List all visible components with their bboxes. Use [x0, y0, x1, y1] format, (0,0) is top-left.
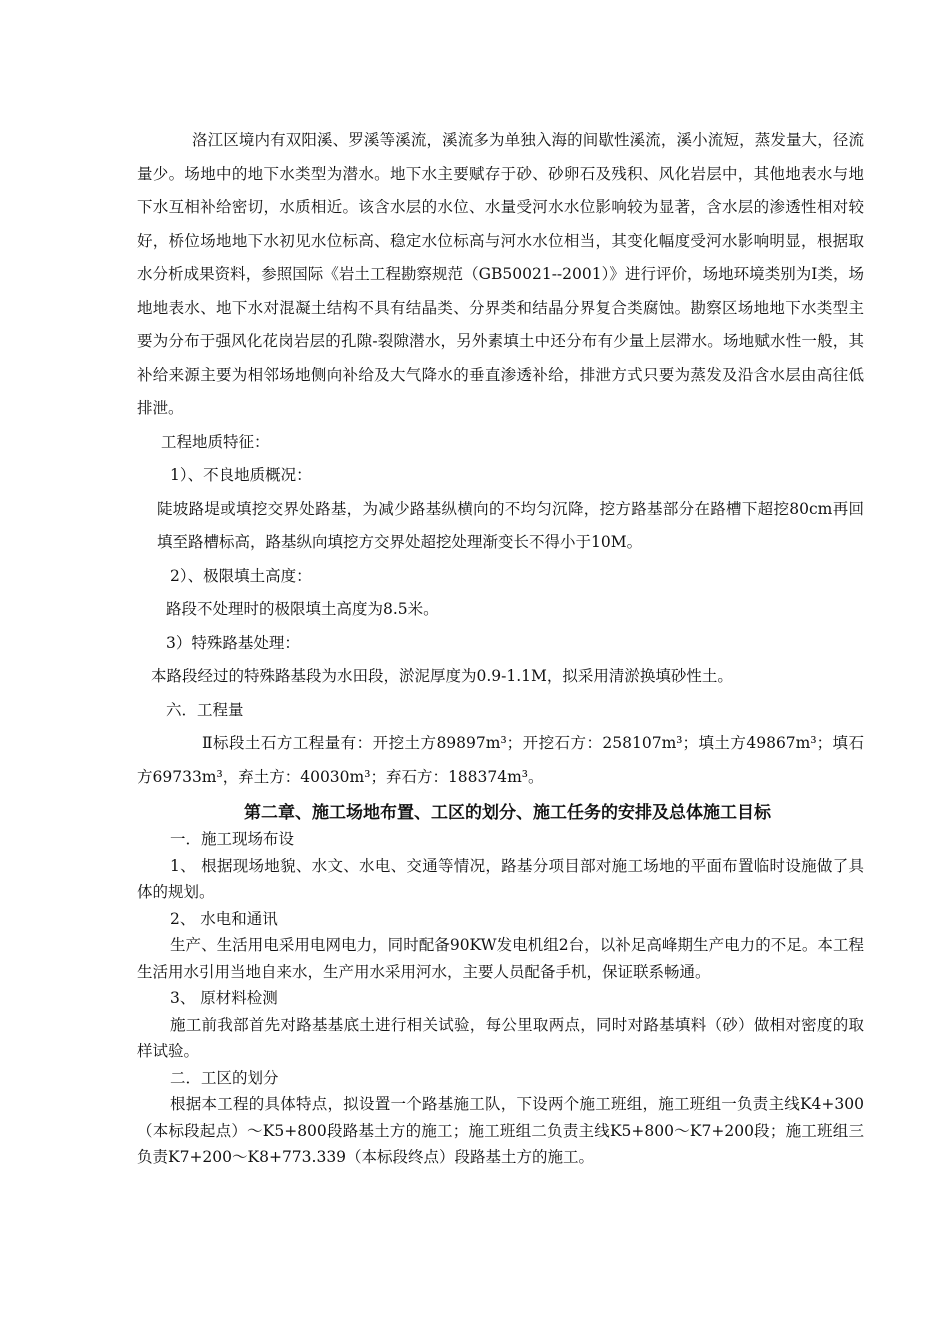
section1-item3-title: 3、 原材料检测: [170, 989, 278, 1007]
hydrology-paragraph: 洛江区境内有双阳溪、罗溪等溪流，溪流多为单独入海的间歇性溪流，溪小流短，蒸发量大，径流量少。场地中的地下水类型为潜水。地下水主要赋存于砂、砂卵石及残积、风化岩层中，其他地表水与地下水互相补给密切，水质相近。该含水层的水位、水量受河水水位影响较为显著，含水层的渗透性相对较好，桥位场地地下水初见水位标高、稳定水位标高与河水水位相当，其变化幅度受河水影响明显，根据取水分析成果资料，参照国际《岩土工程勘察规范（GB50021--2001）》进行评价，场地环境类别为Ⅰ类，场地地表水、地下水对混凝土结构不具有结晶类、分界类和结晶分界复合类腐蚀。勘察区场地地下水类型主要为分布于强风化花岗岩层的孔隙-裂隙潜水，另外素填土中还分布有少量上层滞水。场地赋水性一般，其补给来源主要为相邻场地侧向补给及大气降水的垂直渗透补给，排泄方式只要为蒸发及沿含水层由高往低排泄。: [137, 131, 864, 417]
section2-text: 根据本工程的具体特点，拟设置一个路基施工队，下设两个施工班组，施工班组一负责主线K4+300（本标段起点）～K5+800段路基土方的施工；施工班组二负责主线K5+800～K7+200段；施工班组三负责K7+200～K8+773.339（本标段终点）段路基土方的施工。: [137, 1095, 864, 1166]
section1-item2-title: 2、 水电和通讯: [170, 909, 278, 928]
quantity-heading: 六．工程量: [166, 700, 244, 719]
chapter-title: 第二章、施工场地布置、工区的划分、施工任务的安排及总体施工目标: [244, 803, 771, 823]
geology-item1-title: 1）、不良地质概况：: [170, 466, 312, 484]
geology-item2-text: 路段不处理时的极限填土高度为8.5米。: [166, 600, 439, 618]
geology-item3-text: 本路段经过的特殊路基段为水田段，淤泥厚度为0.9-1.1M，拟采用清淤换填砂性土。: [151, 667, 733, 685]
section1-item2-text: 生产、生活用电采用电网电力，同时配备90KW发电机组2台，以补足高峰期生产电力的不足。本工程生活用水引用当地自来水，生产用水采用河水，主要人员配备手机，保证联系畅通。: [137, 936, 864, 981]
geology-item2-title: 2）、极限填土高度：: [170, 566, 312, 585]
geology-item1-text: 陡坡路堤或填挖交界处路基，为减少路基纵横向的不均匀沉降，挖方路基部分在路槽下超挖80cm再回填至路槽标高，路基纵向填挖方交界处超挖处理渐变长不得小于10M。: [157, 499, 864, 551]
section2-heading: 二．工区的划分: [170, 1068, 279, 1087]
section1-item3-text: 施工前我部首先对路基基底土进行相关试验，每公里取两点，同时对路基填料（砂）做相对密度的取样试验。: [137, 1015, 864, 1060]
quantity-text: Ⅱ标段土石方工程量有：开挖土方89897m³；开挖石方：258107m³；填土方49867m³；填石方69733m³，弃土方：40030m³；弃石方：188374m³。: [137, 734, 864, 786]
geology-heading: 工程地质特征：: [161, 432, 270, 451]
section1-heading: 一．施工现场布设: [170, 830, 295, 848]
section1-item1: 1、 根据现场地貌、水文、水电、交通等情况，路基分项目部对施工场地的平面布置临时设施做了具体的规划。: [137, 856, 864, 901]
geology-item3-title: 3）特殊路基处理：: [166, 633, 300, 652]
